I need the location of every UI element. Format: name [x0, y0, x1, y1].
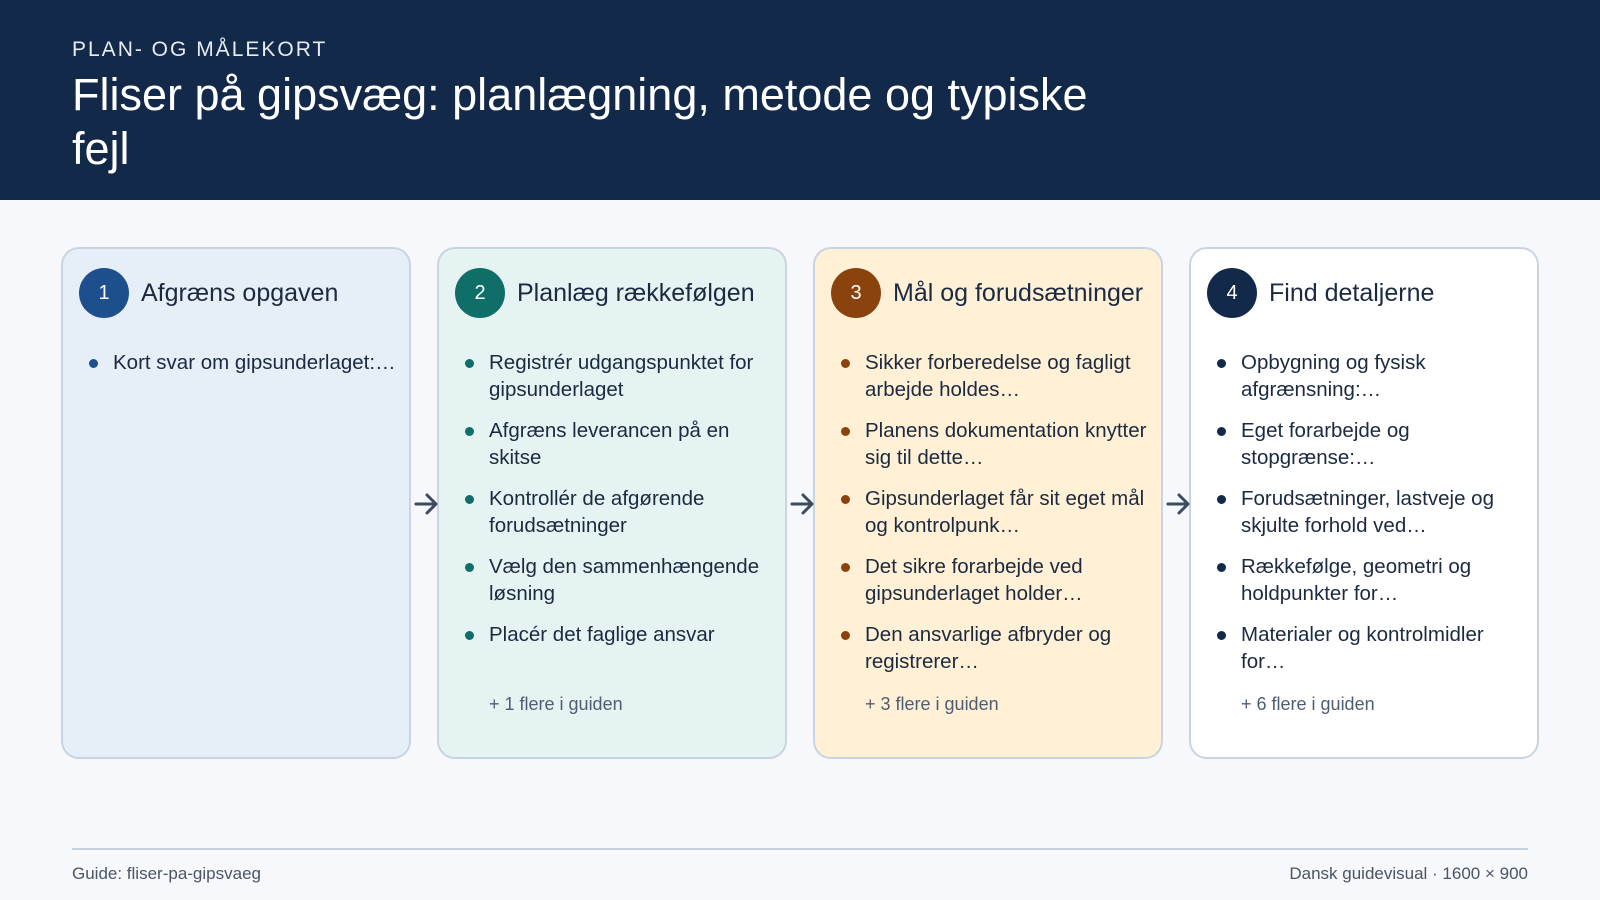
bullet-list [841, 349, 1151, 689]
step-title: Mål og forudsætninger [893, 279, 1144, 307]
footer-divider [72, 848, 1528, 850]
step-title: Find detaljerne [1269, 279, 1435, 307]
step-card-4 [1189, 247, 1539, 759]
step-title: Planlæg rækkefølgen [517, 279, 755, 307]
bullet-item [841, 349, 1151, 403]
bullet-dot [841, 563, 850, 572]
bullet-dot [465, 427, 474, 436]
bullet-text: Kontrollér de afgørende forudsætninger [489, 487, 705, 537]
step-number-badge: 2 [455, 268, 505, 318]
bullet-list [89, 349, 399, 390]
bullet-list [465, 349, 775, 662]
step-number-badge: 4 [1207, 268, 1257, 318]
bullet-text: Forudsætninger, lastveje og skjulte forhold ved… [1241, 487, 1494, 537]
bullet-dot [841, 495, 850, 504]
page-title: Fliser på gipsvæg: planlægning, metode og typiske fejl [72, 69, 1088, 174]
more-in-guide-note: + 6 flere i guiden [1241, 694, 1375, 714]
bullet-item [841, 485, 1151, 539]
arrow-right-icon [1166, 490, 1192, 518]
bullet-dot [841, 359, 850, 368]
bullet-text: Vælg den sammenhængende løsning [489, 555, 760, 605]
step-number-badge: 3 [831, 268, 881, 318]
bullet-text: Kort svar om gipsunderlaget:… [113, 351, 396, 374]
bullet-item [465, 417, 775, 471]
step-card-3 [813, 247, 1163, 759]
bullet-dot [465, 563, 474, 572]
bullet-dot [841, 427, 850, 436]
bullet-dot [1217, 359, 1226, 368]
bullet-dot [465, 495, 474, 504]
bullet-text: Gipsunderlaget får sit eget mål og kontrolpunk… [865, 487, 1145, 537]
bullet-text: Afgræns leverancen på en skitse [489, 419, 730, 469]
bullet-item [465, 485, 775, 539]
bullet-item [841, 553, 1151, 607]
bullet-item [1217, 485, 1527, 539]
bullet-dot [465, 359, 474, 368]
bullet-text: Registrér udgangspunktet for gipsunderlaget [489, 351, 754, 401]
bullet-text: Planens dokumentation knytter sig til dette… [865, 419, 1147, 469]
bullet-item [841, 417, 1151, 471]
step-number-badge: 1 [79, 268, 129, 318]
bullet-dot [89, 359, 98, 368]
bullet-item [1217, 349, 1527, 403]
bullet-dot [841, 631, 850, 640]
bullet-text: Den ansvarlige afbryder og registrerer… [865, 623, 1112, 673]
bullet-item [841, 621, 1151, 675]
bullet-item [465, 349, 775, 403]
bullet-dot [1217, 563, 1226, 572]
footer-guide-slug: Guide: fliser-pa-gipsvaeg [72, 864, 261, 883]
step-card-2 [437, 247, 787, 759]
bullet-text: Sikker forberedelse og fagligt arbejde holdes… [865, 351, 1131, 401]
step-card-1 [61, 247, 411, 759]
bullet-item [1217, 553, 1527, 607]
bullet-item [89, 349, 399, 376]
bullet-item [465, 621, 775, 648]
bullet-list [1217, 349, 1527, 689]
bullet-dot [465, 631, 474, 640]
bullet-text: Materialer og kontrolmidler for… [1241, 623, 1484, 673]
bullet-item [465, 553, 775, 607]
bullet-text: Eget forarbejde og stopgrænse:… [1241, 419, 1410, 469]
bullet-text: Rækkefølge, geometri og holdpunkter for… [1241, 555, 1472, 605]
step-title: Afgræns opgaven [141, 279, 339, 307]
footer-format-note: Dansk guidevisual · 1600 × 900 [1289, 864, 1528, 883]
bullet-text: Det sikre forarbejde ved gipsunderlaget holder… [865, 555, 1083, 605]
header-banner [0, 0, 1600, 200]
bullet-dot [1217, 495, 1226, 504]
more-in-guide-note: + 3 flere i guiden [865, 694, 999, 714]
arrow-right-icon [414, 490, 440, 518]
more-in-guide-note: + 1 flere i guiden [489, 694, 623, 714]
arrow-right-icon [790, 490, 816, 518]
bullet-item [1217, 417, 1527, 471]
bullet-text: Opbygning og fysisk afgrænsning:… [1241, 351, 1426, 401]
bullet-text: Placér det faglige ansvar [489, 623, 715, 646]
bullet-dot [1217, 427, 1226, 436]
eyebrow-label: PLAN- OG MÅLEKORT [72, 38, 328, 61]
bullet-item [1217, 621, 1527, 675]
bullet-dot [1217, 631, 1226, 640]
